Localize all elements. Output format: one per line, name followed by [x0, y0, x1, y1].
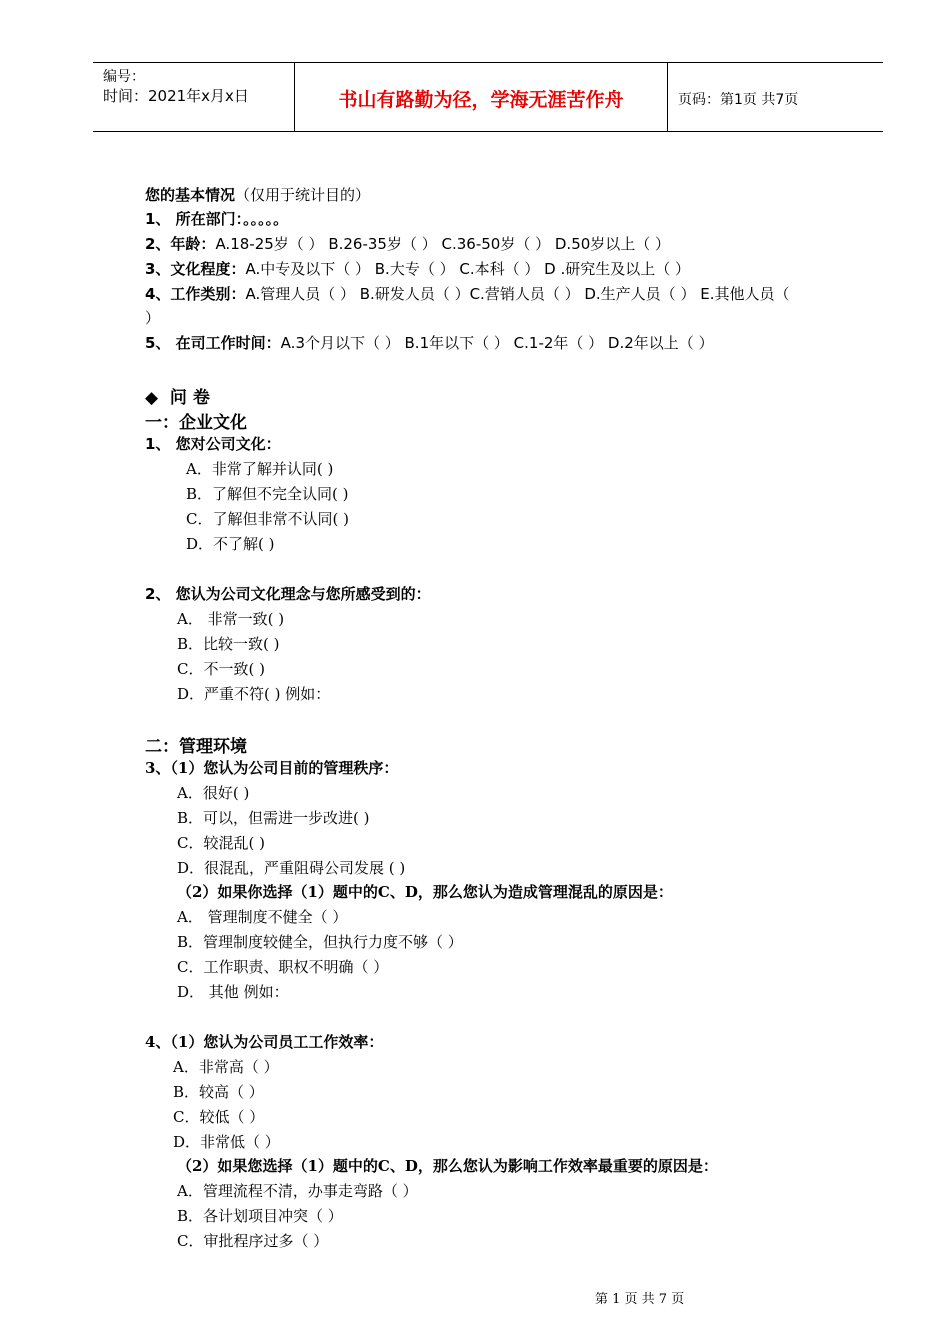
option: B．比较一致( ): [177, 635, 280, 653]
question: 1、 您对公司文化：: [145, 435, 281, 453]
option: C．了解但非常不认同( ): [186, 510, 349, 528]
question: （2）如果您选择（1）题中的C、D，那么您认为影响工作效率最重要的原因是：: [177, 1157, 718, 1175]
basic-info-heading: 您的基本情况: [145, 186, 236, 204]
option: D．不了解( ): [186, 535, 275, 553]
question: 3、（1）您认为公司目前的管理秩序：: [145, 759, 399, 777]
header-motto-cell: [295, 63, 668, 131]
info-job-type-cont: ）: [145, 309, 161, 327]
option: D．非常低（ ）: [173, 1133, 280, 1151]
section-heading: 二：管理环境: [145, 737, 247, 757]
option: C．不一致( ): [177, 660, 265, 678]
option: A．很好( ): [177, 784, 250, 802]
info-job-type: 4、工作类别：A.管理人员（ ） B.研发人员（ ）C.营销人员（ ） D.生产人员（ ） E.其他人员（: [145, 285, 790, 303]
option: C．较混乱( ): [177, 834, 265, 852]
diamond-bullet-icon: ◆: [145, 388, 159, 408]
option: A． 非常一致( ): [177, 610, 285, 628]
header-page-cell: [668, 63, 883, 131]
basic-info-note: （仅用于统计目的）: [235, 186, 371, 204]
header-info-cell: [93, 63, 295, 131]
question: 4、（1）您认为公司员工工作效率：: [145, 1033, 384, 1051]
option: A．非常了解并认同( ): [186, 460, 334, 478]
serial-label: 编号：: [103, 69, 145, 85]
option: C．审批程序过多（ ）: [177, 1232, 329, 1250]
time-label: 时间：2021年x月x日: [103, 87, 249, 105]
basic-info-title: [145, 184, 370, 205]
info-education: 3、文化程度：A.中专及以下（ ） B.大专（ ） C.本科（ ） D .研究生及以上（ ）: [145, 260, 690, 278]
option: D．严重不符( ) 例如：: [177, 685, 331, 703]
motto: 书山有路勤为径，学海无涯苦作舟: [338, 89, 624, 111]
page-number: 页码：第1页 共7页: [678, 92, 799, 108]
option: C．工作职责、职权不明确（ ）: [177, 958, 389, 976]
option: D．很混乱，严重阻碍公司发展 ( ): [177, 859, 406, 877]
info-age: 2、年龄：A.18-25岁（ ） B.26-35岁（ ） C.36-50岁（ ） D.50岁以上（ ）: [145, 235, 671, 253]
option: A． 管理制度不健全（ ）: [177, 908, 348, 926]
questionnaire-title: ◆ 问 卷: [145, 388, 210, 408]
option: B．了解但不完全认同( ): [186, 485, 349, 503]
option: C．较低（ ）: [173, 1108, 265, 1126]
option: A．管理流程不清，办事走弯路（ ）: [177, 1182, 418, 1200]
option: B．可以，但需进一步改进( ): [177, 809, 370, 827]
page-footer: 第 1 页 共 7 页: [595, 1292, 685, 1307]
option: B．管理制度较健全，但执行力度不够（ ）: [177, 933, 463, 951]
question: （2）如果你选择（1）题中的C、D，那么您认为造成管理混乱的原因是：: [177, 883, 673, 901]
section-heading: 一：企业文化: [145, 413, 247, 433]
info-tenure: 5、 在司工作时间：A.3个月以下（ ） B.1年以下（ ） C.1-2年（ ） D.2年以上（ ）: [145, 334, 714, 352]
option: B．较高（ ）: [173, 1083, 264, 1101]
info-department: 1、 所在部门：。。。。。: [145, 210, 289, 228]
option: D． 其他 例如：: [177, 983, 289, 1001]
option: A．非常高（ ）: [173, 1058, 279, 1076]
option: B．各计划项目冲突（ ）: [177, 1207, 343, 1225]
page-header: [93, 62, 883, 132]
question: 2、 您认为公司文化理念与您所感受到的：: [145, 585, 431, 603]
